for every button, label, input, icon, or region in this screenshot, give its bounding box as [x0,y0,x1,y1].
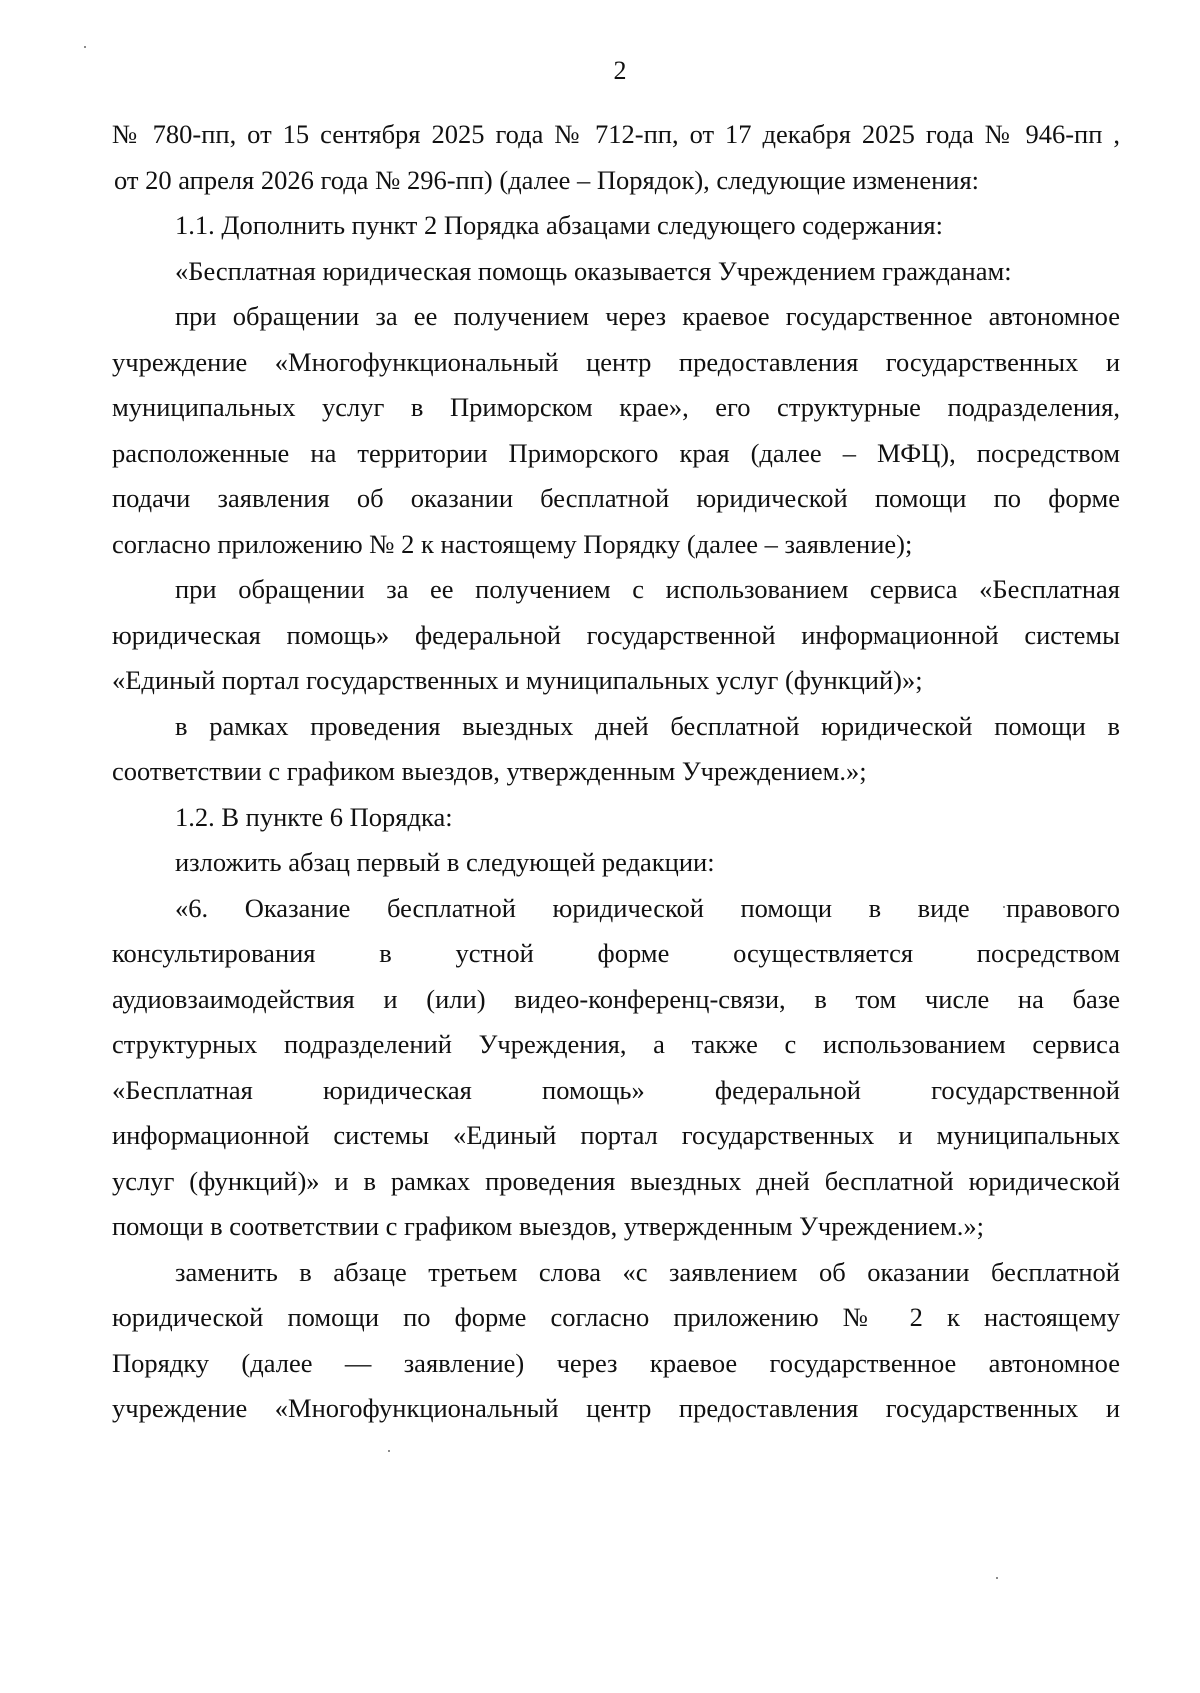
text-line: структурных подразделений Учреждения, а также с использованием сервиса [112,1029,1120,1059]
text-line: в рамках проведения выездных дней бесплатной юридической помощи в [175,710,1120,741]
text-line: консультирования в устной форме осуществляется посредством [112,938,1120,968]
text-line: аудиовзаимодействия и (или) видео-конференц-связи, в том числе на базе [112,983,1120,1014]
text-line: от 20 апреля 2026 года № 296-пп) (далее – Порядок), следующие изменения: [114,164,979,195]
scan-speck [996,1577,998,1579]
text-line: «Бесплатная юридическая помощь оказывается Учреждением гражданам: [175,255,1012,286]
paragraph-item-6-wording [112,886,1120,1250]
paragraph-via-portal [112,567,1120,704]
scan-speck [388,1450,390,1452]
text-line: расположенные на территории Приморского края (далее – МФЦ), посредством [112,437,1120,468]
paragraph-amended-acts [112,112,1120,203]
scan-speck [84,46,86,48]
text-line: соответствии с графиком выездов, утвержденным Учреждением.»; [112,756,867,786]
text-line: «Бесплатная юридическая помощь» федеральной государственной [112,1074,1120,1105]
text-line: «6. Оказание бесплатной юридической помощи в виде правового [175,892,1120,923]
text-line: «Единый портал государственных и муниципальных услуг (функций)»; [112,665,923,695]
paragraph-item-1-1 [112,203,1120,249]
text-line: заменить в абзаце третьем слова «с заявлением об оказании бесплатной [175,1256,1120,1287]
text-line: при обращении за ее получением с использованием сервиса «Бесплатная [175,574,1120,604]
text-line: информационной системы «Единый портал государственных и муниципальных [112,1120,1120,1150]
paragraph-outreach-days [112,704,1120,795]
paragraph-restate-first [112,840,1120,886]
paragraph-via-mfc [112,294,1120,567]
text-line: подачи заявления об оказании бесплатной юридической помощи по форме [112,483,1120,513]
text-line: учреждение «Многофункциональный центр предоставления государственных и [112,1393,1120,1423]
text-line: 1.2. В пункте 6 Порядка: [175,801,453,832]
text-line: № 780-пп, от 15 сентября 2025 года № 712-пп, от 17 декабря 2025 года № 946-пп , [112,119,1120,149]
text-line: Порядку (далее — заявление) через краевое государственное автономное [112,1347,1120,1378]
text-line: 1.1. Дополнить пункт 2 Порядка абзацами следующего содержания: [175,210,943,240]
text-line: юридическая помощь» федеральной государственной информационной системы [112,619,1120,650]
document-body [112,112,1120,1432]
text-line: помощи в соответствии с графиком выездов, утвержденным Учреждением.»; [112,1211,984,1241]
text-line: юридической помощи по форме согласно приложению № 2 к настоящему [112,1302,1120,1332]
paragraph-free-legal-aid-intro [112,249,1120,295]
text-line: учреждение «Многофункциональный центр предоставления государственных и [112,346,1120,377]
page-number: 2 [613,56,627,85]
text-line: услуг (функций)» и в рамках проведения выездных дней бесплатной юридической [112,1165,1120,1196]
paragraph-replace-words [112,1250,1120,1432]
text-line: при обращении за ее получением через краевое государственное автономное [175,301,1120,331]
paragraph-item-1-2 [112,795,1120,841]
text-line: согласно приложению № 2 к настоящему Порядку (далее – заявление); [112,528,913,559]
text-line: изложить абзац первый в следующей редакции: [175,847,715,877]
text-line: муниципальных услуг в Приморском крае», его структурные подразделения, [112,392,1120,422]
